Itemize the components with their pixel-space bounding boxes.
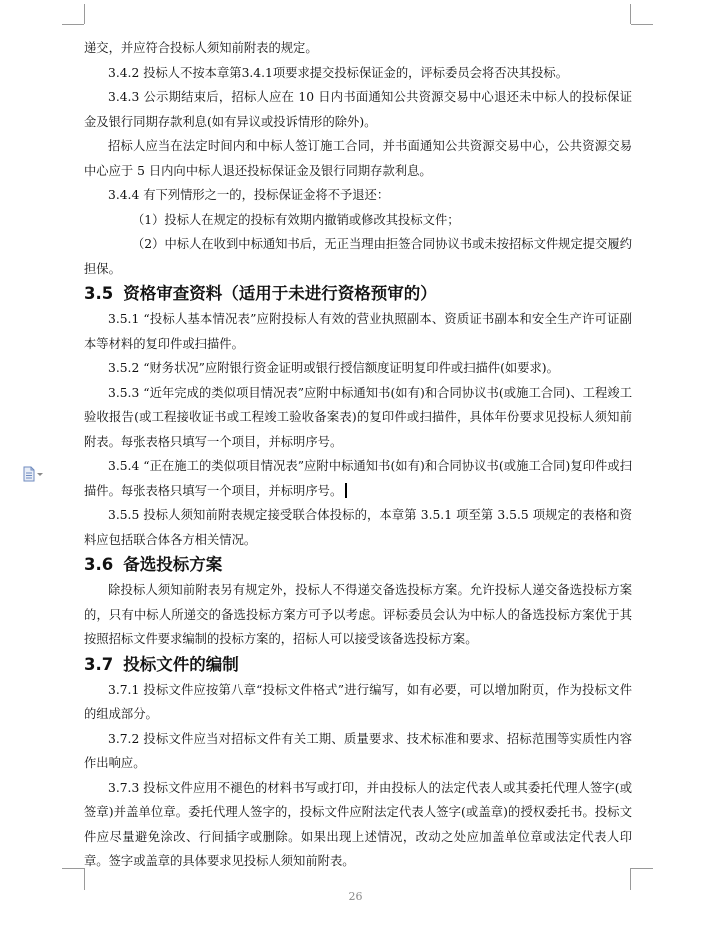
section-number: 3.6 <box>84 555 114 574</box>
paragraph-text: 3.5.1 “投标人基本情况表”应附投标人有效的营业执照副本、资质证书副本和安全生产许可证副本等材料的复印件或扫描件。 <box>84 312 632 351</box>
crop-mark-top-left-v <box>84 4 85 24</box>
paragraph <box>84 208 632 233</box>
paragraph-text: 递交，并应符合投标人须知前附表的规定。 <box>84 41 318 55</box>
paragraph-text: （1）投标人在规定的投标有效期内撤销或修改其投标文件； <box>132 212 460 227</box>
paragraph-text: 3.4.2 投标人不按本章第3.4.1项要求提交投标保证金的，评标委员会将否决其投标。 <box>108 65 568 80</box>
paragraph-text: （2）中标人在收到中标通知书后，无正当理由拒签合同协议书或未按招标文件规定提交履约担保。 <box>84 237 632 276</box>
paragraph-text: 3.5.5 投标人须知前附表规定接受联合体投标的，本章第 3.5.1 项至第 3.5.5 项规定的表格和资料应包括联合体各方相关情况。 <box>84 508 632 547</box>
crop-mark-top-left-h <box>62 24 84 25</box>
paragraph <box>84 307 632 356</box>
paragraph-text: 招标人应当在法定时间内和中标人签订施工合同，并书面通知公共资源交易中心，公共资源交易中心应于 5 日内向中标人退还投标保证金及银行同期存款利息。 <box>84 139 632 178</box>
paragraph <box>84 183 632 208</box>
paragraph <box>84 381 632 455</box>
crop-mark-top-right-v <box>630 4 631 24</box>
section-number: 3.5 <box>84 284 114 303</box>
paragraph <box>84 503 632 552</box>
paragraph-text: 3.5.3 “近年完成的类似项目情况表”应附中标通知书(如有)和合同协议书(或施工合同)、工程竣工验收报告(或工程接收证书或工程竣工验收备案表)的复印件或扫描件，具体年份要求见投标人须知前附表。每张表格只填写一个项目，并标明序号。 <box>84 385 632 449</box>
paragraph <box>84 61 632 86</box>
section-title: 资格审查资料（适用于未进行资格预审的） <box>123 284 437 303</box>
section-title: 备选投标方案 <box>123 555 223 574</box>
paragraph <box>84 85 632 134</box>
paragraph <box>84 134 632 183</box>
crop-mark-bottom-left-h <box>62 868 84 869</box>
paragraph <box>84 578 632 652</box>
section-heading <box>84 652 632 678</box>
page-number: 26 <box>348 890 363 903</box>
section-heading <box>84 281 632 307</box>
paragraph <box>84 727 632 776</box>
paragraph-text: 3.4.4 有下列情形之一的，投标保证金将不予退还： <box>108 188 390 202</box>
text-cursor <box>345 483 347 498</box>
paragraph <box>84 678 632 727</box>
paragraph-text: 3.4.3 公示期结束后，招标人应在 10 日内书面通知公共资源交易中心退还未中标人的投标保证金及银行同期存款利息(如有异议或投诉情形的除外)。 <box>84 90 632 129</box>
paragraph <box>84 454 632 503</box>
paragraph-text: 3.7.3 投标文件应用不褪色的材料书写或打印，并由投标人的法定代表人或其委托代理人签字(或签章)并盖单位章。委托代理人签字的，投标文件应附法定代表人签字(或盖章)的授权委托书。投标文件应尽量避免涂改、行间插字或删除。如果出现上述情况，改动之处应加盖单位章或法定代表人印章。签字或盖章的具体要求见投标人须知前附表。 <box>84 780 632 868</box>
document-body <box>84 36 632 874</box>
paragraph-text: 3.7.2 投标文件应当对招标文件有关工期、质量要求、技术标准和要求、招标范围等实质性内容作出响应。 <box>84 731 632 770</box>
paragraph <box>84 356 632 381</box>
crop-mark-bottom-right-h <box>631 868 653 869</box>
document-options-icon[interactable] <box>22 466 44 482</box>
crop-mark-top-right-h <box>631 24 653 25</box>
paragraph-text: 3.5.4 “正在施工的类似项目情况表”应附中标通知书(如有)和合同协议书(或施工合同)复印件或扫描件。每张表格只填写一个项目，并标明序号。 <box>84 459 632 498</box>
paragraph-text: 3.5.2 “财务状况”应附银行资金证明或银行授信额度证明复印件或扫描件(如要求)。 <box>108 361 559 375</box>
section-title: 投标文件的编制 <box>123 654 239 674</box>
paragraph <box>84 36 632 61</box>
paragraph <box>84 776 632 874</box>
paragraph-text: 3.7.1 投标文件应按第八章“投标文件格式”进行编写，如有必要，可以增加附页，作为投标文件的组成部分。 <box>84 682 632 721</box>
paragraph-text: 除投标人须知前附表另有规定外，投标人不得递交备选投标方案。允许投标人递交备选投标方案的，只有中标人所递交的备选投标方案方可予以考虑。评标委员会认为中标人的备选投标方案优于其按照招标文件要求编制的投标方案的，招标人可以接受该备选投标方案。 <box>84 583 632 646</box>
section-heading <box>84 552 632 578</box>
paragraph <box>84 232 632 281</box>
section-number: 3.7 <box>84 654 114 674</box>
